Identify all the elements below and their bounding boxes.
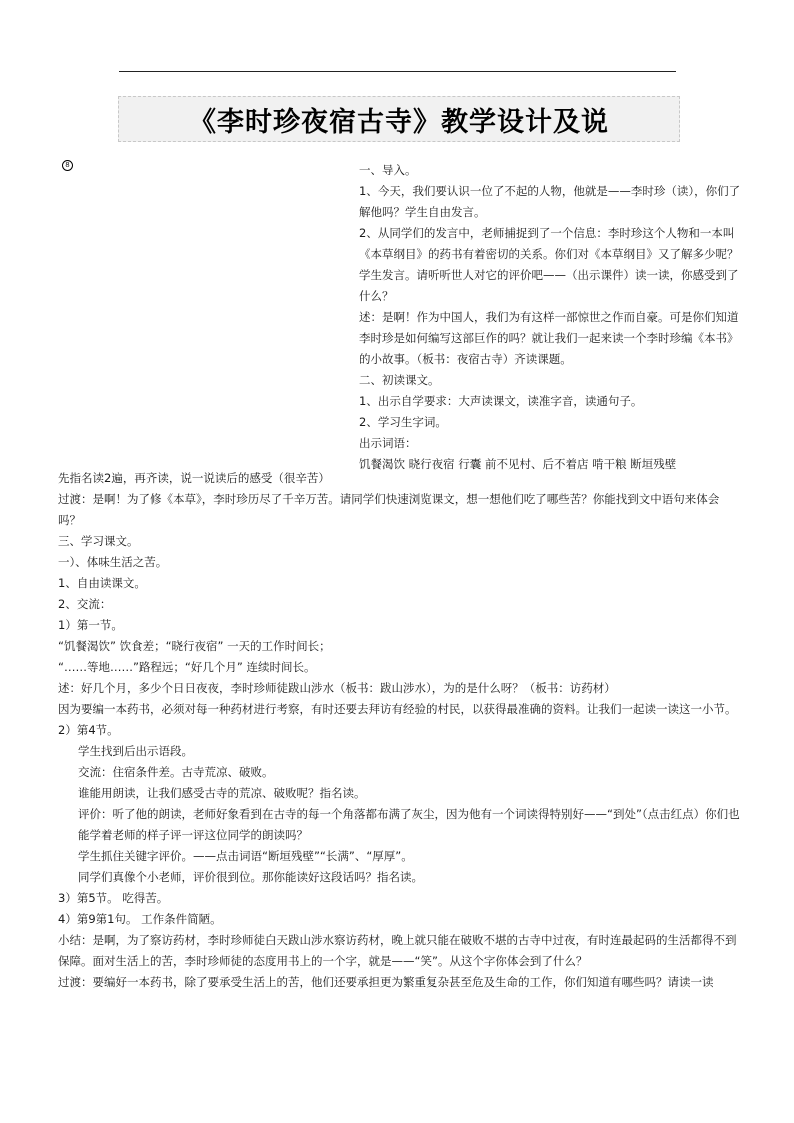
paragraph: 饥餐渴饮 晓行夜宿 行囊 前不见村、后不着店 啃干粮 断垣残壁 <box>359 457 677 471</box>
paragraph: 同学们真像个小老师，评价很到位。那你能读好这段话吗？指名读。 <box>78 870 423 884</box>
paragraph: 述：好几个月，多少个日日夜夜，李时珍师徒跋山涉水（板书：跋山涉水），为的是什么呀？（板书：访药材） <box>58 681 616 695</box>
paragraph: 谁能用朗读，让我们感受古寺的荒凉、破败呢？指名读。 <box>78 786 366 800</box>
paragraph: 先指名读2遍，再齐读，说一说读后的感受（很辛苦） <box>58 471 330 485</box>
paragraph: 2、学习生字词。 <box>359 415 447 429</box>
paragraph: 2、从同学们的发言中，老师捕捉到了一个信息：李时珍这个人物和一本叫《本草纲目》的药书有着密切的关系。你们对《本草纲目》又了解多少呢？学生发言。请听听世人对它的评价吧——（出示课件）读一读，你感受到了什么？ <box>359 226 739 303</box>
paragraph: 因为要编一本药书，必须对每一种药材进行考察，有时还要去拜访有经验的村民，以获得最准确的资料。让我们一起读一读这一小节。 <box>58 702 737 716</box>
circled-number-marker: 8 <box>62 160 73 171</box>
paragraph: 学生抓住关键字评价。——点击词语“断垣残壁”“长满”、“厚厚”。 <box>78 849 413 863</box>
title-banner <box>118 96 680 142</box>
paragraph: 2、交流： <box>58 597 112 611</box>
paragraph: 4）第9第1句。 工作条件简陋。 <box>58 912 222 926</box>
body-text <box>58 468 742 993</box>
paragraph: 学生找到后出示语段。 <box>78 744 193 758</box>
paragraph: 1）第一节。 <box>58 618 123 632</box>
paragraph: 述：是啊！作为中国人，我们为有这样一部惊世之作而自豪。可是你们知道李时珍是如何编写这部巨作的吗？就让我们一起来读一个李时珍编《本书》的小故事。（板书：夜宿古寺）齐读课题。 <box>359 310 739 366</box>
paragraph: 1、自由读课文。 <box>58 576 146 590</box>
header-rule <box>119 71 676 72</box>
paragraph: 二、初读课文。 <box>359 373 440 387</box>
paragraph: “……等地……”路程远；“好几个月” 连续时间长。 <box>58 660 316 674</box>
paragraph: 1、出示自学要求：大声读课文，读准字音，读通句子。 <box>359 394 643 408</box>
paragraph: 3）第5节。 吃得苦。 <box>58 891 169 905</box>
paragraph: 一、导入。 <box>359 163 417 177</box>
paragraph: 一）、体味生活之苦。 <box>58 555 168 569</box>
paragraph: 过渡：是啊！为了修《本草》，李时珍历尽了千辛万苦。请同学们快速浏览课文，想一想他们吃了哪些苦？你能找到文中语句来体会吗？ <box>58 492 720 527</box>
paragraph: “饥餐渴饮” 饮食差；“晓行夜宿” 一天的工作时间长； <box>58 639 331 653</box>
paragraph: 1、今天，我们要认识一位了不起的人物，他就是——李时珍（读），你们了解他吗？学生自由发言。 <box>359 184 741 219</box>
paragraph: 过渡：要编好一本药书，除了要承受生活上的苦，他们还要承担更为繁重复杂甚至危及生命的工作，你们知道有哪些吗？请读一读 <box>58 975 714 989</box>
paragraph: 2）第4节。 <box>58 723 119 737</box>
document-title: 《李时珍夜宿古寺》教学设计及说 <box>189 106 609 138</box>
paragraph: 三、学习课文。 <box>58 534 139 548</box>
paragraph: 出示词语： <box>359 436 417 450</box>
right-column-text <box>359 160 741 475</box>
paragraph: 交流：住宿条件差。古寺荒凉、破败。 <box>78 765 274 779</box>
paragraph: 小结：是啊，为了察访药材，李时珍师徒白天跋山涉水察访药材，晚上就只能在破败不堪的古寺中过夜，有时连最起码的生活都得不到保障。面对生活上的苦，李时珍师徒的态度用书上的一个字，就是——“笑”。从这个字你体会到了什么？ <box>58 933 737 968</box>
paragraph: 评价：听了他的朗读，老师好象看到在古寺的每一个角落都布满了灰尘，因为他有一个词读得特别好——“到处”（点击红点）你们也能学着老师的样子评一评这位同学的朗读吗？ <box>78 807 740 842</box>
